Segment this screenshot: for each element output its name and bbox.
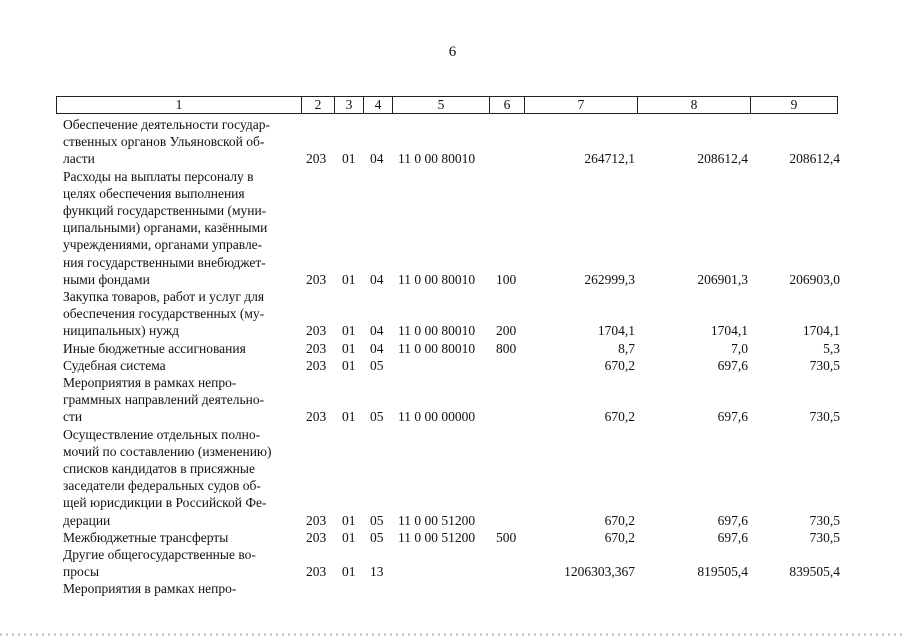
row-name-line: дерации: [63, 512, 111, 528]
row-name-line: ния государственными внебюджет-: [63, 254, 266, 270]
cell-c8: 206901,3: [697, 271, 748, 287]
cell-c5: 11 0 00 51200: [398, 529, 476, 545]
cell-c6: 200: [496, 323, 517, 339]
cell-c3: 01: [342, 151, 356, 167]
row-name-line: заседатели федеральных судов об-: [63, 478, 261, 494]
header-col-7: 7: [525, 97, 638, 114]
cell-c9: 839505,4: [789, 564, 840, 580]
row-name-line: граммных направлений деятельно-: [63, 392, 265, 408]
cell-c9: 206903,0: [789, 271, 840, 287]
cell-c5: 11 0 00 80010: [398, 151, 476, 167]
cell-c4: 05: [370, 529, 384, 545]
row-name: [56, 546, 297, 580]
row-name-line: Иные бюджетные ассигнования: [63, 340, 246, 356]
page-number: 6: [448, 44, 457, 60]
cell-c5: 11 0 00 80010: [398, 340, 476, 356]
cell-c5: 11 0 00 80010: [398, 323, 476, 339]
cell-c7: 670,2: [604, 529, 635, 545]
row-name-line: списков кандидатов в присяжные: [63, 461, 255, 477]
cell-c6: 100: [496, 271, 517, 287]
table-body: [56, 116, 840, 598]
row-name-line: обеспечения государственных (му-: [63, 306, 265, 322]
row-name-line: ными фондами: [63, 271, 150, 287]
header-col-4: 4: [364, 97, 393, 114]
row-name-line: Закупка товаров, работ и услуг для: [63, 289, 265, 305]
row-name: [56, 529, 297, 546]
header-col-3: 3: [335, 97, 364, 114]
cell-c2: 203: [306, 151, 327, 167]
cell-c2: 203: [306, 323, 327, 339]
cell-c7: 1206303,367: [564, 564, 635, 580]
row-name-line: Другие общегосударственные во-: [63, 547, 256, 563]
cell-c2: 203: [306, 512, 327, 528]
cell-c4: 04: [370, 323, 384, 339]
header-col-6: 6: [490, 97, 525, 114]
cell-c3: 01: [342, 340, 356, 356]
scan-artifact: [0, 633, 905, 636]
header-col-9: 9: [751, 97, 838, 114]
row-name-line: ниципальных) нужд: [63, 323, 180, 339]
cell-c5: 11 0 00 00000: [398, 409, 476, 425]
cell-c7: 670,2: [604, 409, 635, 425]
cell-c8: 7,0: [731, 340, 748, 356]
cell-c2: 203: [306, 271, 327, 287]
row-name-line: целях обеспечения выполнения: [63, 185, 245, 201]
table-row: [56, 168, 840, 288]
cell-c4: 13: [370, 564, 384, 580]
cell-c8: 697,6: [717, 529, 748, 545]
cell-c7: 1704,1: [597, 323, 635, 339]
row-name-line: щей юрисдикции в Российской Фе-: [63, 495, 267, 511]
row-name: [56, 340, 297, 357]
cell-c4: 04: [370, 340, 384, 356]
cell-c8: 819505,4: [697, 564, 748, 580]
cell-c9: 1704,1: [802, 323, 840, 339]
cell-c4: 04: [370, 271, 384, 287]
cell-c7: 670,2: [604, 357, 635, 373]
row-name: [56, 288, 297, 340]
cell-c9: 208612,4: [789, 151, 840, 167]
cell-c8: 208612,4: [697, 151, 748, 167]
row-name-line: учреждениями, органами управле-: [63, 237, 263, 253]
row-name-line: мочий по составлению (изменению): [63, 443, 272, 459]
cell-c4: 05: [370, 357, 384, 373]
table-row: [56, 546, 840, 580]
header-col-5: 5: [393, 97, 490, 114]
row-name-line: Расходы на выплаты персоналу в: [63, 168, 254, 184]
table-row: [56, 580, 840, 597]
cell-c6: 800: [496, 340, 517, 356]
cell-c9: 730,5: [809, 409, 840, 425]
header-col-2: 2: [302, 97, 335, 114]
row-name-line: Межбюджетные трансферты: [63, 529, 229, 545]
row-name: [56, 168, 297, 288]
cell-c3: 01: [342, 271, 356, 287]
cell-c2: 203: [306, 529, 327, 545]
row-name: [56, 116, 297, 168]
cell-c9: 730,5: [809, 512, 840, 528]
cell-c8: 697,6: [717, 512, 748, 528]
table-row: [56, 529, 840, 546]
cell-c5: 11 0 00 51200: [398, 512, 476, 528]
row-name: [56, 580, 297, 597]
row-name-line: просы: [63, 564, 100, 580]
row-name-line: функций государственными (муни-: [63, 203, 267, 219]
table-row: [56, 357, 840, 374]
table-row: [56, 426, 840, 529]
row-name-line: ласти: [63, 151, 95, 167]
cell-c8: 697,6: [717, 357, 748, 373]
table-row: [56, 116, 840, 168]
row-name-line: Мероприятия в рамках непро-: [63, 581, 237, 597]
cell-c9: 5,3: [823, 340, 840, 356]
cell-c3: 01: [342, 512, 356, 528]
table-row: [56, 340, 840, 357]
cell-c2: 203: [306, 357, 327, 373]
cell-c2: 203: [306, 409, 327, 425]
cell-c6: 500: [496, 529, 517, 545]
cell-c7: 262999,3: [584, 271, 635, 287]
cell-c3: 01: [342, 564, 356, 580]
cell-c2: 203: [306, 564, 327, 580]
cell-c7: 670,2: [604, 512, 635, 528]
cell-c9: 730,5: [809, 357, 840, 373]
row-name-line: ственных органов Ульяновской об-: [63, 134, 265, 150]
row-name-line: ципальными) органами, казёнными: [63, 220, 268, 236]
cell-c3: 01: [342, 323, 356, 339]
cell-c7: 8,7: [618, 340, 635, 356]
cell-c3: 01: [342, 409, 356, 425]
row-name-line: Осуществление отдельных полно-: [63, 426, 261, 442]
row-name: [56, 426, 297, 529]
table-row: [56, 288, 840, 340]
cell-c4: 05: [370, 512, 384, 528]
cell-c8: 697,6: [717, 409, 748, 425]
cell-c9: 730,5: [809, 529, 840, 545]
cell-c3: 01: [342, 529, 356, 545]
row-name-line: сти: [63, 409, 83, 425]
row-name: [56, 357, 297, 374]
header-col-1: 1: [57, 97, 302, 114]
cell-c5: 11 0 00 80010: [398, 271, 476, 287]
row-name: [56, 374, 297, 426]
row-name-line: Мероприятия в рамках непро-: [63, 375, 237, 391]
cell-c7: 264712,1: [584, 151, 635, 167]
cell-c4: 04: [370, 151, 384, 167]
table-header: [56, 96, 838, 114]
row-name-line: Обеспечение деятельности государ-: [63, 117, 271, 132]
table-row: [56, 374, 840, 426]
cell-c3: 01: [342, 357, 356, 373]
cell-c8: 1704,1: [710, 323, 748, 339]
cell-c4: 05: [370, 409, 384, 425]
row-name-line: Судебная система: [63, 357, 166, 373]
header-col-8: 8: [638, 97, 751, 114]
cell-c2: 203: [306, 340, 327, 356]
